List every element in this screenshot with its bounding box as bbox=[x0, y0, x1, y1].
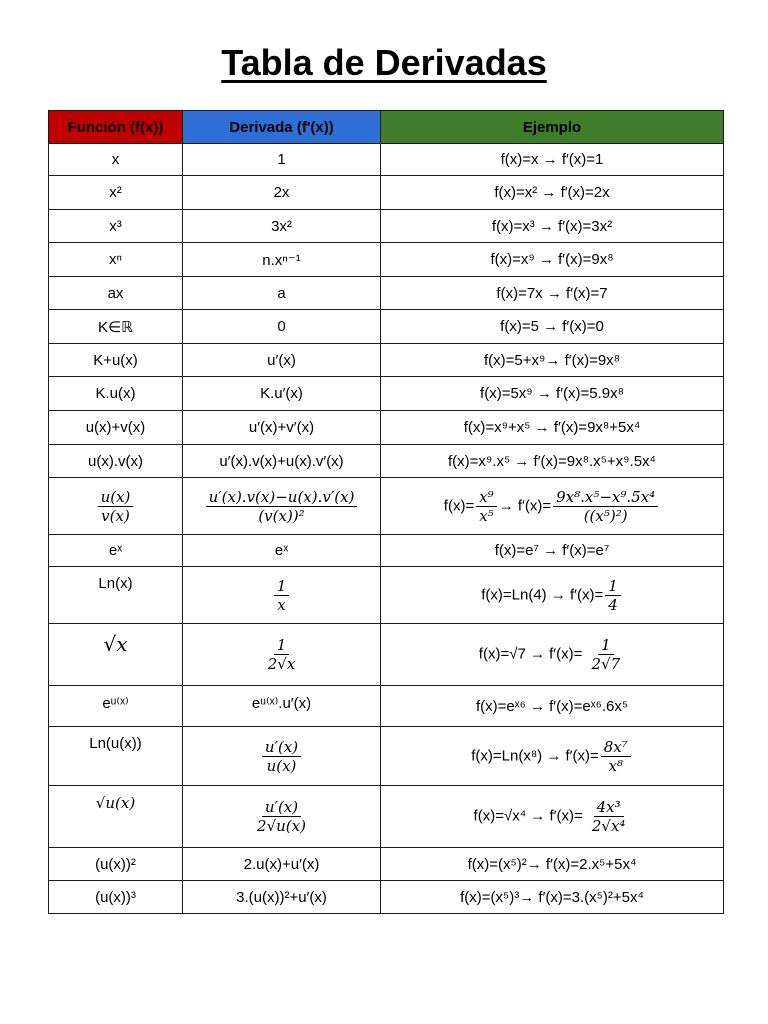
table-row bbox=[49, 624, 724, 686]
numerator: u′(x) bbox=[262, 798, 301, 817]
table-row bbox=[49, 176, 724, 210]
derivative-cell: u′(x)+v′(x) bbox=[183, 411, 381, 445]
table-row bbox=[49, 786, 724, 848]
function-cell: K.u(x) bbox=[49, 377, 183, 411]
numerator: 1 bbox=[605, 577, 621, 596]
example-cell bbox=[381, 478, 724, 535]
example-cell: f(x)=eˣ⁶ → f′(x)=eˣ⁶.6x⁵ bbox=[381, 686, 724, 727]
denominator: x bbox=[277, 595, 286, 614]
derivative-cell: eᵘ⁽ˣ⁾.u′(x) bbox=[183, 686, 381, 727]
fraction bbox=[605, 577, 621, 614]
function-cell: xⁿ bbox=[49, 243, 183, 277]
derivative-cell bbox=[183, 727, 381, 786]
example-text: → f′(x)= bbox=[498, 496, 552, 514]
header-ejemplo: Ejemplo bbox=[381, 111, 724, 144]
table-row bbox=[49, 727, 724, 786]
table-row bbox=[49, 535, 724, 567]
function-cell: u(x)+v(x) bbox=[49, 411, 183, 445]
example-cell: f(x)=x⁹+x⁵ → f′(x)=9x⁸+5x⁴ bbox=[381, 411, 724, 445]
fraction bbox=[476, 488, 496, 525]
table-row bbox=[49, 277, 724, 310]
numerator: x⁹ bbox=[476, 488, 496, 507]
derivative-cell bbox=[183, 478, 381, 535]
denominator: v(x) bbox=[101, 506, 130, 525]
fraction bbox=[274, 577, 290, 614]
header-derivada: Derivada (f'(x)) bbox=[183, 111, 381, 144]
derivative-cell: 3x² bbox=[183, 210, 381, 243]
example-cell: f(x)=(x⁵)³→ f′(x)=3.(x⁵)²+5x⁴ bbox=[381, 881, 724, 914]
denominator: x⁸ bbox=[608, 756, 623, 775]
function-cell: u(x).v(x) bbox=[49, 445, 183, 478]
table-row bbox=[49, 310, 724, 344]
fraction bbox=[206, 488, 358, 525]
denominator: x⁵ bbox=[479, 506, 494, 525]
table-row bbox=[49, 411, 724, 445]
table-row bbox=[49, 881, 724, 914]
example-cell bbox=[381, 786, 724, 848]
numerator: u(x) bbox=[98, 488, 134, 507]
numerator: 4x³ bbox=[594, 798, 624, 817]
derivative-cell: 3.(u(x))²+u′(x) bbox=[183, 881, 381, 914]
example-cell: f(x)=(x⁵)²→ f′(x)=2.x⁵+5x⁴ bbox=[381, 848, 724, 881]
function-cell: K+u(x) bbox=[49, 344, 183, 377]
derivative-cell bbox=[183, 624, 381, 686]
table-row bbox=[49, 210, 724, 243]
table-row bbox=[49, 344, 724, 377]
example-cell: f(x)=x⁹.x⁵ → f′(x)=9x⁸.x⁵+x⁹.5x⁴ bbox=[381, 445, 724, 478]
example-text: f(x)=√x⁴ → f′(x)= bbox=[473, 807, 587, 825]
derivative-cell bbox=[183, 786, 381, 848]
example-cell: f(x)=7x → f′(x)=7 bbox=[381, 277, 724, 310]
table-row bbox=[49, 445, 724, 478]
derivative-cell: eˣ bbox=[183, 535, 381, 567]
fraction bbox=[553, 488, 658, 525]
function-cell: Ln(x) bbox=[49, 567, 183, 624]
derivative-cell: 2x bbox=[183, 176, 381, 210]
denominator: ((x⁵)²) bbox=[583, 506, 628, 525]
derivative-cell: 0 bbox=[183, 310, 381, 344]
example-cell: f(x)=x² → f′(x)=2x bbox=[381, 176, 724, 210]
numerator: 1 bbox=[274, 636, 290, 655]
example-cell: f(x)=5x⁹ → f′(x)=5.9x⁸ bbox=[381, 377, 724, 411]
derivative-cell: a bbox=[183, 277, 381, 310]
function-cell: (u(x))³ bbox=[49, 881, 183, 914]
table-row bbox=[49, 478, 724, 535]
page-title: Tabla de Derivadas bbox=[221, 42, 547, 83]
example-cell: f(x)=x → f′(x)=1 bbox=[381, 144, 724, 176]
function-cell: √u(x) bbox=[49, 786, 183, 848]
derivative-cell: 2.u(x)+u′(x) bbox=[183, 848, 381, 881]
denominator: 2√u(x) bbox=[257, 817, 306, 835]
function-cell: eᵘ⁽ˣ⁾ bbox=[49, 686, 183, 727]
denominator: 4 bbox=[608, 595, 618, 614]
function-cell: ax bbox=[49, 277, 183, 310]
derivative-cell: K.u′(x) bbox=[183, 377, 381, 411]
function-cell bbox=[49, 478, 183, 535]
example-text: f(x)=Ln(x⁸) → f′(x)= bbox=[471, 746, 599, 764]
derivative-cell: 1 bbox=[183, 144, 381, 176]
table-row bbox=[49, 848, 724, 881]
numerator: u′(x).v(x)−u(x).v′(x) bbox=[206, 488, 358, 507]
function-cell: x³ bbox=[49, 210, 183, 243]
function-cell: √x bbox=[49, 624, 183, 686]
fraction bbox=[589, 636, 624, 673]
function-cell: x bbox=[49, 144, 183, 176]
derivative-cell bbox=[183, 567, 381, 624]
table-row bbox=[49, 377, 724, 411]
table-row bbox=[49, 144, 724, 176]
example-text: f(x)=√7 → f′(x)= bbox=[478, 645, 587, 663]
numerator: 1 bbox=[274, 577, 290, 596]
fraction bbox=[254, 798, 309, 835]
table-header-row bbox=[49, 111, 724, 144]
derivative-cell: u′(x).v(x)+u(x).v′(x) bbox=[183, 445, 381, 478]
denominator: u(x) bbox=[266, 756, 297, 775]
derivatives-table bbox=[48, 110, 724, 914]
denominator: 2√x bbox=[267, 655, 296, 673]
numerator: 9x⁸.x⁵−x⁹.5x⁴ bbox=[553, 488, 658, 507]
example-cell: f(x)=5 → f′(x)=0 bbox=[381, 310, 724, 344]
example-cell: f(x)=x³ → f′(x)=3x² bbox=[381, 210, 724, 243]
numerator: u′(x) bbox=[262, 738, 301, 757]
fraction bbox=[265, 636, 299, 673]
example-cell bbox=[381, 624, 724, 686]
table-row bbox=[49, 686, 724, 727]
function-cell: Ln(u(x)) bbox=[49, 727, 183, 786]
denominator: 2√x⁴ bbox=[591, 817, 626, 835]
derivative-cell: u′(x) bbox=[183, 344, 381, 377]
fraction bbox=[589, 798, 629, 835]
example-text: f(x)=Ln(4) → f′(x)= bbox=[481, 585, 604, 603]
example-text: f(x)= bbox=[443, 496, 475, 514]
table-row bbox=[49, 243, 724, 277]
fraction bbox=[601, 738, 631, 775]
example-cell bbox=[381, 727, 724, 786]
table-row bbox=[49, 567, 724, 624]
function-cell: x² bbox=[49, 176, 183, 210]
derivative-cell: n.xⁿ⁻¹ bbox=[183, 243, 381, 277]
numerator: 8x⁷ bbox=[601, 738, 631, 757]
function-cell: eˣ bbox=[49, 535, 183, 567]
example-cell: f(x)=5+x⁹→ f′(x)=9x⁸ bbox=[381, 344, 724, 377]
header-funcion: Función (f(x)) bbox=[49, 111, 183, 144]
function-cell: K∈ℝ bbox=[49, 310, 183, 344]
fraction bbox=[262, 738, 301, 775]
function-cell: (u(x))² bbox=[49, 848, 183, 881]
example-cell: f(x)=x⁹ → f′(x)=9x⁸ bbox=[381, 243, 724, 277]
example-cell bbox=[381, 567, 724, 624]
denominator: 2√7 bbox=[591, 655, 621, 673]
numerator: 1 bbox=[598, 636, 614, 655]
denominator: (v(x))² bbox=[258, 506, 305, 525]
fraction bbox=[98, 488, 134, 525]
example-cell: f(x)=e⁷ → f′(x)=e⁷ bbox=[381, 535, 724, 567]
